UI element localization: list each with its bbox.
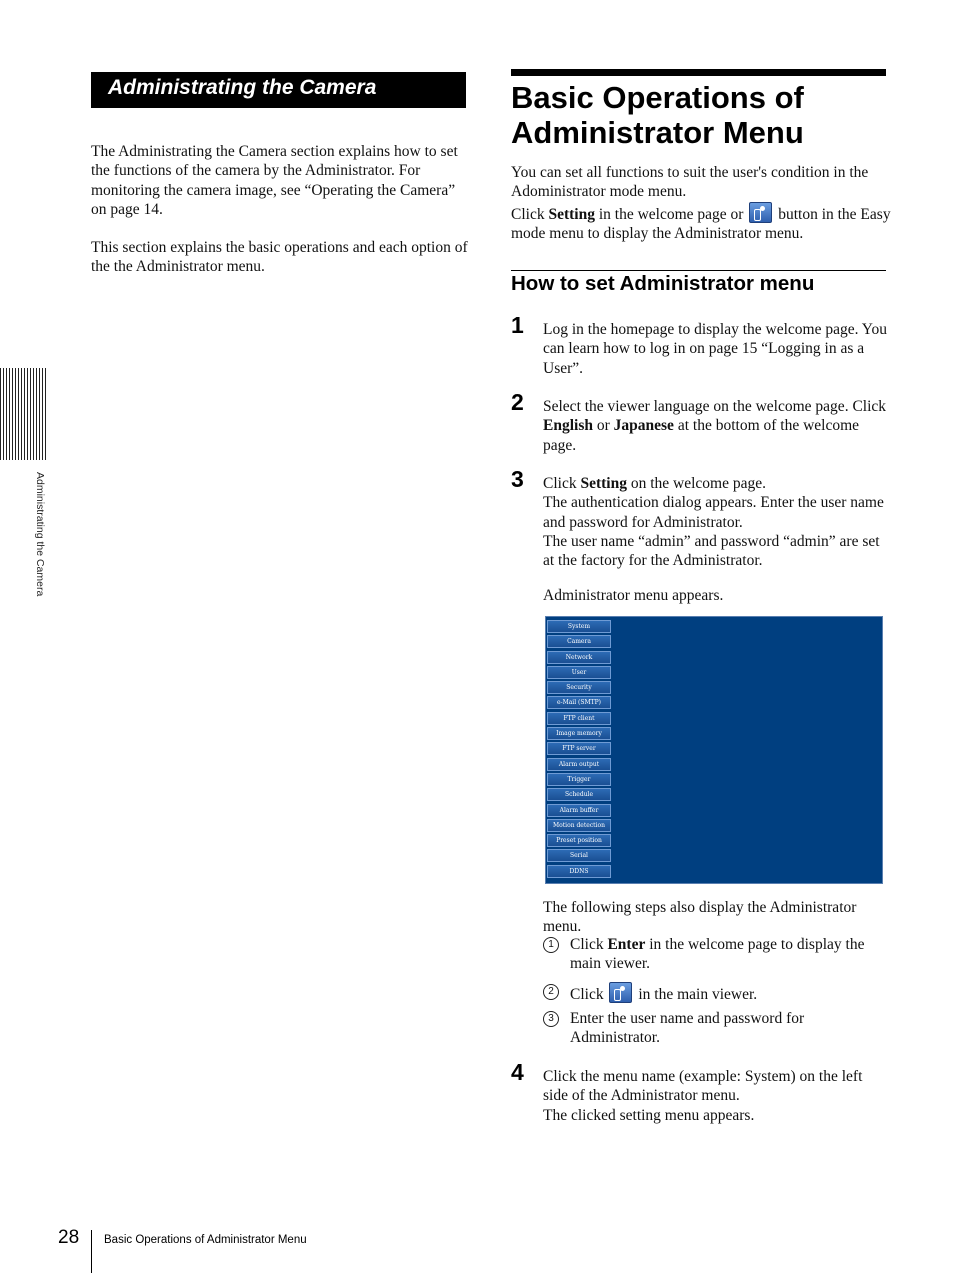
admin-menu-item[interactable]: Alarm output <box>547 758 611 771</box>
left-intro <box>91 142 469 296</box>
admin-menu-item[interactable]: e-Mail (SMTP) <box>547 696 611 709</box>
step-number-3: 3 <box>511 466 524 492</box>
text-run: Click <box>543 475 581 492</box>
text-run: in the welcome page or <box>594 205 748 223</box>
step-number-4: 4 <box>511 1059 524 1085</box>
admin-menu-screenshot <box>545 616 883 884</box>
page-title-line-1: Basic Operations of <box>511 80 804 115</box>
sub-step-2-line <box>570 982 890 1004</box>
right-intro-line-1: You can set all functions to suit the user's condition in the Adoministrator mode menu. <box>511 164 869 201</box>
step-3-line-4: Administrator menu appears. <box>543 587 724 605</box>
admin-menu-item[interactable]: FTP client <box>547 712 611 725</box>
admin-menu-item[interactable]: Schedule <box>547 788 611 801</box>
subheading-rule <box>511 270 886 271</box>
admin-menu-item[interactable]: Alarm buffer <box>547 804 611 817</box>
admin-menu-item[interactable]: Camera <box>547 635 611 648</box>
step-number-2: 2 <box>511 389 524 415</box>
sub-step-2-text <box>570 982 890 1004</box>
side-tab-label: Administrating the Camera <box>34 472 46 597</box>
step-4-line-1: Click the menu name (example: System) on the left side of the Administrator menu. <box>543 1068 863 1105</box>
admin-setting-icon <box>749 202 772 223</box>
admin-menu-item[interactable]: User <box>547 666 611 679</box>
admin-menu-item[interactable]: Serial <box>547 849 611 862</box>
admin-setting-icon <box>609 982 632 1003</box>
step-1-line: Log in the homepage to display the welcome page. You can learn how to log in on page 15 “Logging in as a User”. <box>543 321 887 377</box>
footer-rule <box>91 1230 92 1273</box>
step-2-text <box>543 397 889 455</box>
step-3-text <box>543 474 889 606</box>
page-number: 28 <box>58 1227 80 1248</box>
subheading: How to set Administrator menu <box>511 272 815 295</box>
admin-menu-item[interactable]: Motion detection <box>547 819 611 832</box>
sub-step-marker-3: 3 <box>543 1011 559 1027</box>
text-run: Click <box>570 986 608 1003</box>
step-number-1: 1 <box>511 312 524 338</box>
sub-step-marker-2: 2 <box>543 984 559 1000</box>
text-run: button in the Easy mode menu to display the Administrator menu. <box>511 205 891 242</box>
enter-bold: Enter <box>607 936 646 953</box>
side-tab-stripes <box>0 368 47 460</box>
left-intro-paragraph-2: This section explains the basic operations and each option of the the Administrator menu. <box>91 239 468 276</box>
title-rule <box>511 69 886 76</box>
step-4-line-2: The clicked setting menu appears. <box>543 1106 755 1124</box>
section-heading-banner <box>91 72 466 108</box>
text-run: in the main viewer. <box>634 986 758 1003</box>
right-intro <box>511 163 891 243</box>
page-title <box>511 80 891 150</box>
japanese-bold: Japanese <box>613 417 674 435</box>
admin-menu-item[interactable]: FTP server <box>547 742 611 755</box>
admin-menu-item[interactable]: Image memory <box>547 727 611 740</box>
following-steps-intro-text: The following steps also display the Administrator menu. <box>543 899 857 936</box>
admin-menu-item[interactable]: Network <box>547 651 611 664</box>
footer-label: Basic Operations of Administrator Menu <box>104 1234 307 1246</box>
step-1-text <box>543 320 889 378</box>
sub-step-3-text <box>570 1009 890 1048</box>
text-run: on the welcome page. <box>626 475 766 492</box>
text-run: Click <box>511 205 549 223</box>
setting-bold: Setting <box>580 475 627 492</box>
text-run: Click <box>570 936 608 953</box>
admin-menu-item[interactable]: System <box>547 620 611 633</box>
sub-step-1-text <box>570 935 890 974</box>
step-3-line-1 <box>543 474 889 493</box>
text-run: Select the viewer language on the welcome page. Click <box>543 398 887 415</box>
sub-step-3-line: Enter the user name and password for Administrator. <box>570 1010 805 1047</box>
admin-menu-list <box>547 620 611 880</box>
following-steps-intro <box>543 898 889 937</box>
admin-menu-item[interactable]: Preset position <box>547 834 611 847</box>
left-intro-paragraph-1: The Administrating the Camera section explains how to set the functions of the camera by the Administrator. For monitoring the camera image, see “Operating the Camera” on page 14. <box>91 143 458 218</box>
right-intro-line-2 <box>511 202 891 244</box>
text-run: in the welcome page to display the main viewer. <box>570 936 865 973</box>
step-3-line-3: The user name “admin” and password “admin” are set at the factory for the Administrator. <box>543 532 880 570</box>
sub-step-marker-1: 1 <box>543 937 559 953</box>
step-3-line-2: The authentication dialog appears. Enter the user name and password for Administrator. <box>543 494 884 531</box>
admin-menu-item[interactable]: Trigger <box>547 773 611 786</box>
english-bold: English <box>543 417 593 435</box>
page-title-line-2: Administrator Menu <box>511 115 804 150</box>
admin-menu-item[interactable]: DDNS <box>547 865 611 878</box>
step-2-line <box>543 397 889 455</box>
text-run: or <box>592 417 614 435</box>
admin-menu-item[interactable]: Security <box>547 681 611 694</box>
sub-step-1-line <box>570 935 890 974</box>
step-4-text <box>543 1067 889 1125</box>
section-heading: Administrating the Camera <box>108 76 377 99</box>
setting-bold: Setting <box>548 205 595 223</box>
text-run: at the bottom of the welcome page. <box>543 417 860 454</box>
